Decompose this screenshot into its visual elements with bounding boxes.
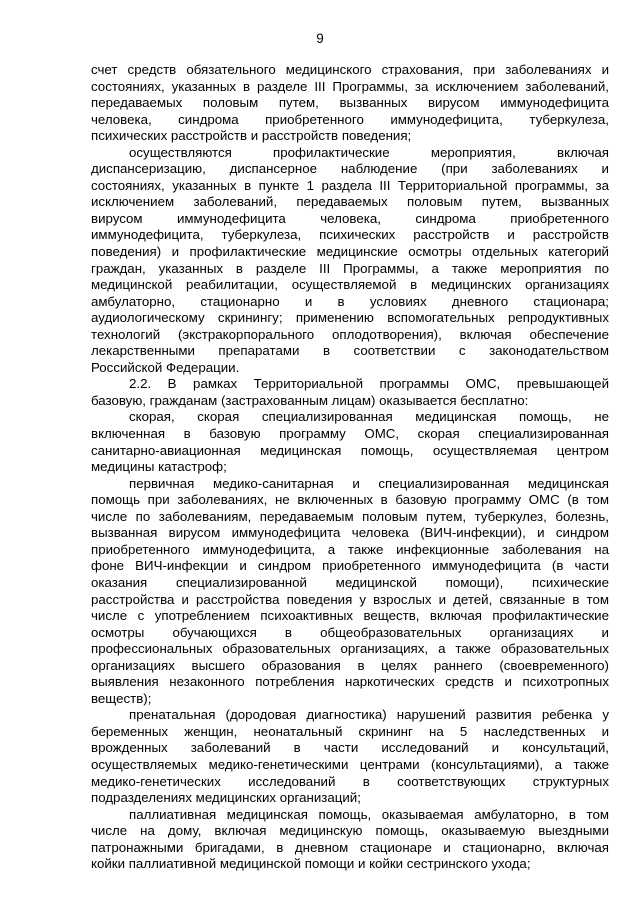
text-line: выявления незаконного потребления наркотических средств и психотропных bbox=[91, 674, 609, 690]
text-line: исключением заболеваний, передаваемых половым путем, вызванных bbox=[91, 194, 609, 210]
text-line: профессиональных образовательных организациях, а также образовательных bbox=[91, 641, 609, 657]
text-line: вирусом иммунодефицита человека, синдрома приобретенного bbox=[91, 210, 609, 226]
text-line: осмотры обучающихся в общеобразовательных организациях и bbox=[91, 624, 609, 640]
text-line: оказания специализированной медицинской помощи), психические bbox=[91, 574, 609, 590]
text-line: поведения) и профилактические медицинские осмотры отдельных категорий bbox=[91, 244, 609, 260]
text-line: числе с употреблением психоактивных веществ, включая профилактические bbox=[91, 608, 609, 624]
text-line: 2.2. В рамках Территориальной программы ОМС, превышающей bbox=[129, 376, 609, 392]
text-line: базовую, гражданам (застрахованным лицам) оказывается бесплатно: bbox=[91, 392, 529, 408]
text-line: медицинской реабилитации, осуществляемой в медицинских организациях bbox=[91, 277, 609, 293]
text-line: граждан, указанных в разделе III Программы, а также мероприятия по bbox=[91, 260, 609, 276]
text-line: патронажными бригадами, в дневном стационаре и стационарно, включая bbox=[91, 839, 609, 855]
text-line: состояниях, указанных в пункте 1 раздела III Территориальной программы, за bbox=[91, 177, 609, 193]
text-line: иммунодефицита, туберкулеза, психических расстройств и расстройств bbox=[91, 227, 609, 243]
text-line: вызванная вирусом иммунодефицита человека (ВИЧ-инфекции), и синдром bbox=[91, 525, 609, 541]
text-line: помощь при заболеваниях, не включенных в базовую программу ОМС (в том bbox=[91, 492, 609, 508]
text-line: койки паллиативной медицинской помощи и койки сестринского ухода; bbox=[91, 856, 531, 872]
text-line: веществ); bbox=[91, 690, 152, 706]
text-line: передаваемых половым путем, вызванных вирусом иммунодефицита bbox=[91, 95, 609, 111]
text-line: диспансеризацию, диспансерное наблюдение (при заболеваниях и bbox=[91, 161, 609, 177]
text-line: пренатальная (дородовая диагностика) нарушений развития ребенка у bbox=[129, 707, 609, 723]
document-body bbox=[91, 62, 609, 873]
text-line: включенная в базовую программу ОМС, скорая специализированная bbox=[91, 426, 609, 442]
text-line: состояниях, указанных в разделе III Программы, за исключением заболеваний, bbox=[91, 78, 609, 94]
text-line: амбулаторно, стационарно и в условиях дневного стационара; bbox=[91, 293, 609, 309]
page-number: 9 bbox=[316, 31, 324, 46]
text-line: приобретенного иммунодефицита, а также инфекционные заболевания на bbox=[91, 541, 609, 557]
text-line: числе по заболеваниям, передаваемым половым путем, туберкулез, болезнь, bbox=[91, 508, 609, 524]
text-line: психических расстройств и расстройств поведения; bbox=[91, 128, 412, 144]
text-line: технологий (экстракорпорального оплодотворения), включая обеспечение bbox=[91, 326, 609, 342]
text-line: числе на дому, включая медицинскую помощь, оказываемую выездными bbox=[91, 823, 609, 839]
text-line: врожденных заболеваний в части исследований и консультаций, bbox=[91, 740, 609, 756]
text-line: подразделениях медицинских организаций; bbox=[91, 790, 361, 806]
text-line: расстройства и расстройства поведения у взрослых и детей, связанные в том bbox=[91, 591, 609, 607]
text-line: осуществляемых медико-генетическими центрами (консультациями), а также bbox=[91, 756, 609, 772]
text-line: скорая, скорая специализированная медицинская помощь, не bbox=[129, 409, 609, 425]
text-line: аудиологическому скринингу; применению вспомогательных репродуктивных bbox=[91, 310, 609, 326]
text-line: санитарно-авиационная медицинская помощь, осуществляемая центром bbox=[91, 442, 609, 458]
text-line: счет средств обязательного медицинского страхования, при заболеваниях и bbox=[91, 62, 609, 77]
text-line: человека, синдрома приобретенного иммунодефицита, туберкулеза, bbox=[91, 111, 609, 127]
text-line: беременных женщин, неонатальный скрининг на 5 наследственных и bbox=[91, 723, 609, 739]
text-line: организациях высшего образования в целях раннего (своевременного) bbox=[91, 657, 609, 673]
text-line: осуществляются профилактические мероприятия, включая bbox=[129, 144, 609, 160]
text-line: первичная медико-санитарная и специализированная медицинская bbox=[129, 475, 609, 491]
text-line: лекарственными препаратами в соответствии с законодательством bbox=[91, 343, 609, 359]
text-line: паллиативная медицинская помощь, оказываемая амбулаторно, в том bbox=[129, 806, 609, 822]
text-line: медико-генетических исследований в соответствующих структурных bbox=[91, 773, 609, 789]
text-line: фоне ВИЧ-инфекции и синдром приобретенного иммунодефицита (в части bbox=[91, 558, 609, 574]
text-line: Российской Федерации. bbox=[91, 359, 240, 375]
text-line: медицины катастроф; bbox=[91, 459, 227, 475]
